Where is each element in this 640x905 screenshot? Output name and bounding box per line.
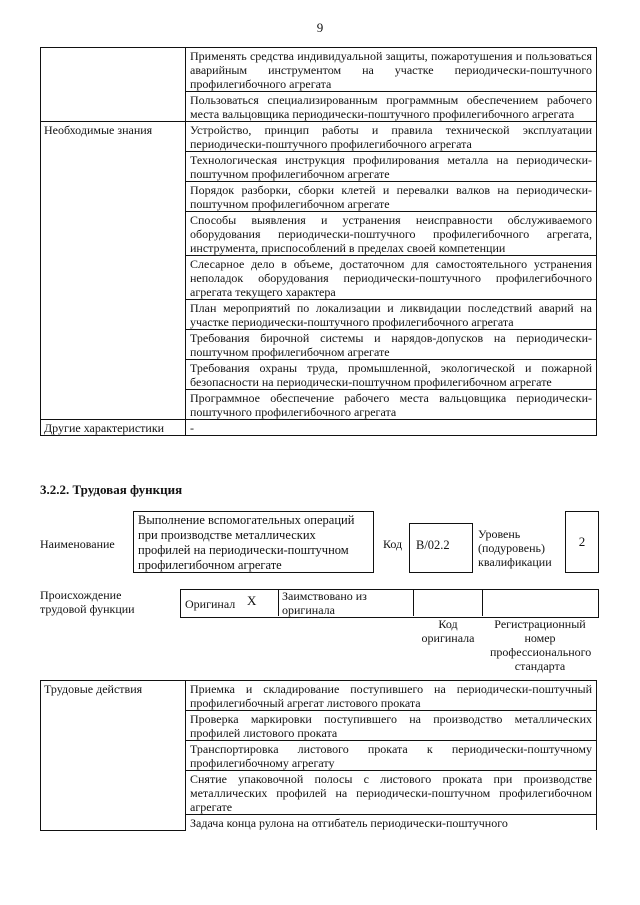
- table-row: [41, 48, 597, 92]
- table-cell: Порядок разборки, сборки клетей и перевалки валков на периодически-поштучном профилегибочном агрегате: [186, 182, 597, 212]
- table-cell: Способы выявления и устранения неисправности обслуживаемого оборудования периодически-поштучного профилегибочного агрегата, инструмента, приспособлений в пределах своей компетенции: [186, 212, 597, 256]
- row-label-other: Другие характеристики: [41, 420, 186, 436]
- table-cell: -: [186, 420, 597, 436]
- actions-table: [40, 680, 597, 831]
- borrowed-label: Заимствовано из оригинала: [282, 589, 367, 617]
- name-box: [133, 511, 374, 573]
- table-cell: Технологическая инструкция профилирования металла на периодически-поштучном профилегибочном агрегате: [186, 152, 597, 182]
- origin-label: Происхождение трудовой функции: [40, 588, 135, 616]
- table-row: [41, 681, 597, 711]
- row-label-knowledge: Необходимые знания: [41, 122, 186, 420]
- table-cell: Пользоваться специализированным программным обеспечением рабочего места вальцовщика периодически-поштучного профилегибочного агрегата: [186, 92, 597, 122]
- level-value: 2: [578, 534, 586, 549]
- function-name: Выполнение вспомогательных операций при производстве металлических профилей на периодически-поштучном профилегибочном агрегате: [138, 513, 355, 572]
- table-cell: Слесарное дело в объеме, достаточном для самостоятельного устранения неполадок оборудования периодически-поштучного профилегибочного агрегата текущего характера: [186, 256, 597, 300]
- original-mark: X: [247, 593, 257, 608]
- table-row: [41, 122, 597, 152]
- table-cell: Требования охраны труда, промышленной, экологической и пожарной безопасности на периодически-поштучном профилегибочном агрегате: [186, 360, 597, 390]
- code-box: [409, 523, 473, 573]
- divider: [278, 589, 279, 616]
- table-cell: Программное обеспечение рабочего места вальцовщика периодически-поштучного профилегибочного агрегата: [186, 390, 597, 420]
- knowledge-table: [40, 47, 597, 436]
- table-cell: Приемка и складирование поступившего на периодически-поштучный профилегибочный агрегат листового проката: [186, 681, 597, 711]
- reg-caption: Регистрационный номер профессионального стандарта: [490, 617, 592, 673]
- table-cell: Транспортировка листового проката к периодически-поштучному профилегибочному агрегату: [186, 741, 597, 771]
- page-number: 9: [316, 20, 324, 35]
- section-title: 3.2.2. Трудовая функция: [40, 482, 183, 497]
- table-cell: План мероприятий по локализации и ликвидации последствий аварий на участке периодически-поштучного профилегибочного агрегата: [186, 300, 597, 330]
- divider: [482, 589, 483, 616]
- table-cell: Требования бирочной системы и нарядов-допусков на периодически-поштучном профилегибочном агрегате: [186, 330, 597, 360]
- table-cell: Проверка маркировки поступившего на производство металлических профилей листового проката: [186, 711, 597, 741]
- row-label-actions: Трудовые действия: [41, 681, 186, 831]
- name-label: Наименование: [40, 537, 115, 551]
- table-cell: Устройство, принцип работы и правила технической эксплуатации периодически-поштучного профилегибочного агрегата: [186, 122, 597, 152]
- divider: [413, 589, 414, 616]
- row-label: [41, 48, 186, 122]
- table-cell: Снятие упаковочной полосы с листового проката при производстве металлических профилей на периодически-поштучном профилегибочном агрегате: [186, 771, 597, 815]
- code-label: Код: [383, 537, 403, 551]
- code-value: B/02.2: [416, 538, 450, 552]
- level-label: Уровень (подуровень) квалификации: [478, 527, 552, 569]
- original-label: Оригинал: [185, 597, 236, 611]
- level-box: [565, 511, 599, 573]
- table-cell: Задача конца рулона на отгибатель периодически-поштучного: [186, 815, 597, 831]
- table-row: [41, 420, 597, 436]
- table-cell: Применять средства индивидуальной защиты, пожаротушения и пользоваться аварийным инструментом на участке периодически-поштучного профилегибочного агрегата: [186, 48, 597, 92]
- code-caption: Код оригинала: [421, 617, 475, 645]
